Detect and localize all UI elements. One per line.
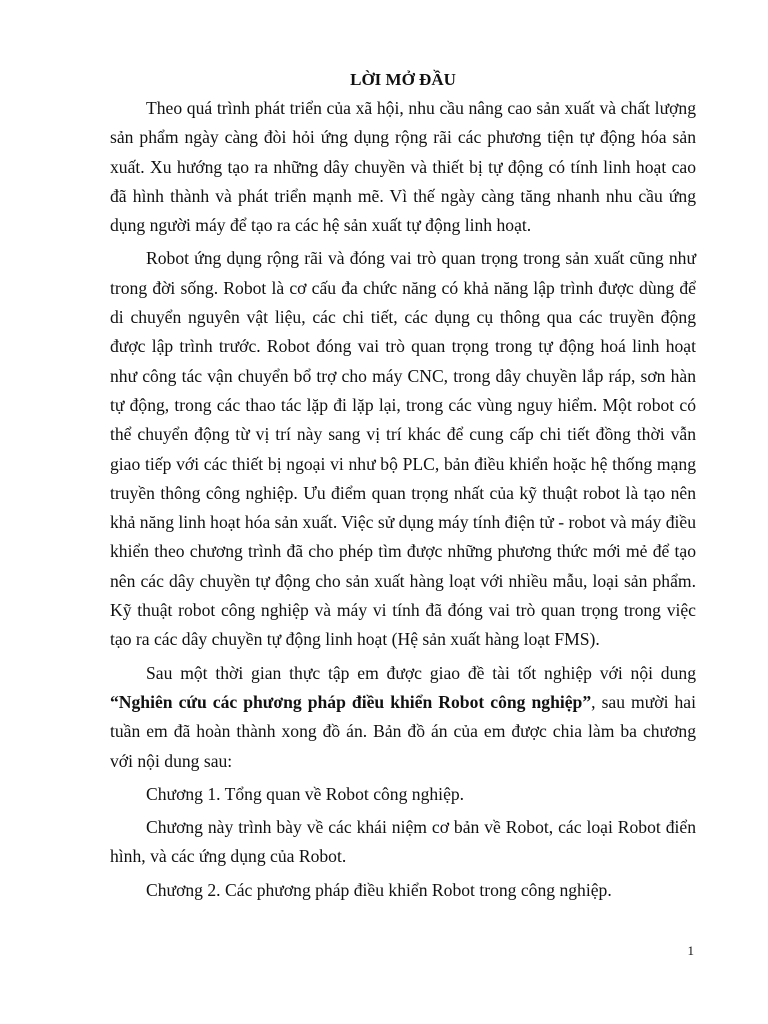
paragraph-3-intro: Sau một thời gian thực tập em được giao đề tài tốt nghiệp với nội dung xyxy=(146,662,696,683)
paragraph-3-rest: , sau mười hai tuần em đã hoàn thành xong đồ án. Bản đồ án của em được chia làm ba chương với nội dung sau: xyxy=(110,691,696,771)
thesis-topic: “Nghiên cứu các phương pháp điều khiển Robot công nghiệp” xyxy=(110,691,592,712)
chapter-1-heading: Chương 1. Tổng quan về Robot công nghiệp. xyxy=(146,783,465,804)
paragraph-2: Robot ứng dụng rộng rãi và đóng vai trò quan trọng trong sản xuất cũng như trong đời sống. Robot là cơ cấu đa chức năng có khả năng lập trình được dùng để di chuyển nguyên vật liệu, các chi tiết, các dụng cụ thông qua các truyền động được lập trình trước. Robot đóng vai trò quan trọng trong tự động hoá linh hoạt như công tác vận chuyển bổ trợ cho máy CNC, trong dây chuyền lắp ráp, sơn hàn tự động, trong các thao tác lặp đi lặp lại, trong các vùng nguy hiểm. Một robot có thể chuyển động từ vị trí này sang vị trí khác để cung cấp chi tiết đồng thời vẫn giao tiếp với các thiết bị ngoại vi như bộ PLC, bản điều khiển hoặc hệ thống mạng truyền thông công nghiệp. Ưu điểm quan trọng nhất của kỹ thuật robot là tạo nên khả năng linh hoạt hóa sản xuất. Việc sử dụng máy tính điện tử - robot và máy điều khiển theo chương trình đã cho phép tìm được những phương thức mới mẻ để tạo nên các dây chuyền tự động cho sản xuất hàng loạt với nhiều mẫu, loại sản phẩm. Kỹ thuật robot công nghiệp và máy vi tính đã đóng vai trò quan trọng trong việc tạo ra các dây chuyền tự động linh hoạt (Hệ sản xuất hàng loạt FMS). xyxy=(110,248,696,650)
chapter-2-heading: Chương 2. Các phương pháp điều khiển Robot trong công nghiệp. xyxy=(146,879,612,900)
page-content xyxy=(110,65,696,905)
page-title: LỜI MỞ ĐẦU xyxy=(350,70,456,89)
chapter-1-description: Chương này trình bày về các khái niệm cơ bản về Robot, các loại Robot điển hình, và các ứng dụng của Robot. xyxy=(110,817,696,867)
paragraph-1: Theo quá trình phát triển của xã hội, nhu cầu nâng cao sản xuất và chất lượng sản phẩm ngày càng đòi hỏi ứng dụng rộng rãi các phương tiện tự động hóa sản xuất. Xu hướng tạo ra những dây chuyền và thiết bị tự động có tính linh hoạt cao đã hình thành và phát triển mạnh mẽ. Vì thế ngày càng tăng nhanh nhu cầu ứng dụng người máy để tạo ra các hệ sản xuất tự động linh hoạt. xyxy=(110,98,696,236)
page-number: 1 xyxy=(687,943,694,958)
paragraph-3 xyxy=(110,659,696,776)
